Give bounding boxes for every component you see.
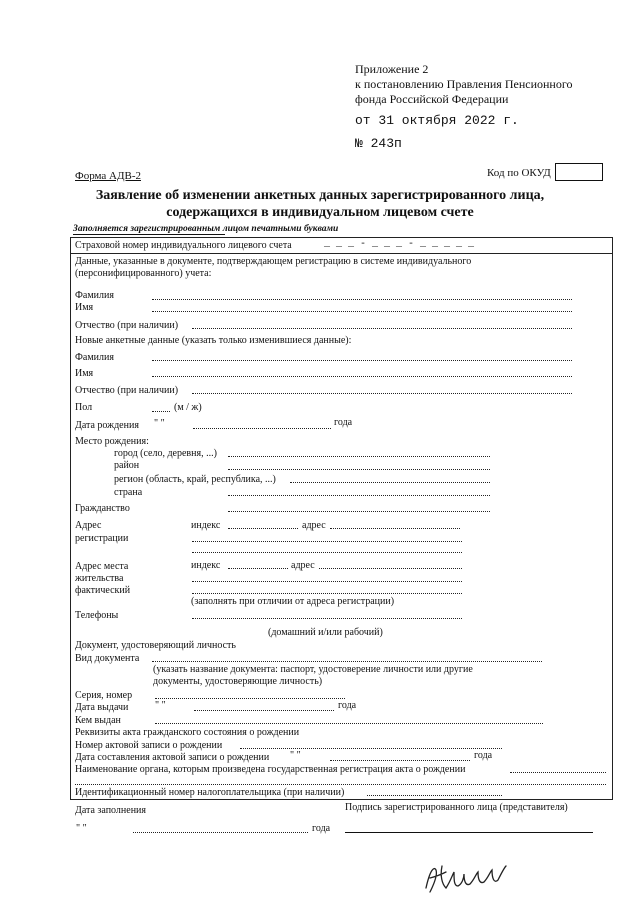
appendix-number: № 243п (355, 136, 402, 151)
actual-address-label-1: Адрес места (75, 561, 129, 572)
citizenship-label: Гражданство (75, 503, 130, 514)
doc-data-label-line2: (персонифицированного) учета: (75, 268, 212, 279)
act-org-label: Наименование органа, которым произведена государственная регистрация акта о рождении (75, 764, 466, 775)
new-surname-input[interactable] (152, 360, 572, 361)
country-label: страна (114, 487, 143, 498)
signature-line[interactable] (345, 832, 593, 833)
actual-address-hint: (заполнять при отличии от адреса регистрации) (191, 596, 395, 607)
series-label: Серия, номер (75, 690, 133, 701)
actual-address-line3[interactable] (192, 593, 462, 594)
inn-label: Идентификационный номер налогоплательщика (при наличии) (75, 787, 345, 798)
fill-date-label: Дата заполнения (75, 805, 146, 816)
patronymic-input[interactable] (192, 328, 572, 329)
sex-hint: (м / ж) (174, 402, 202, 413)
phones-input[interactable] (192, 618, 462, 619)
new-patronymic-input[interactable] (192, 393, 572, 394)
birth-month-year-input[interactable] (193, 428, 331, 429)
act-org-input-line2[interactable] (75, 784, 606, 785)
surname-input[interactable] (152, 299, 572, 300)
okud-label: Код по ОКУД (487, 167, 551, 179)
actual-address-line2[interactable] (192, 581, 462, 582)
snils-input[interactable]: _ _ _ - _ _ _ - _ _ _ _ _ (324, 239, 475, 250)
appendix-date: от 31 октября 2022 г. (355, 113, 519, 128)
inn-input[interactable] (367, 795, 502, 796)
reg-address-label-1: Адрес (75, 520, 102, 531)
patronymic-label: Отчество (при наличии) (75, 320, 179, 331)
fill-month-year-input[interactable] (133, 832, 308, 833)
issued-by-input[interactable] (155, 723, 543, 724)
note-underline (73, 234, 225, 235)
doc-data-label-line1: Данные, указанные в документе, подтверждающем регистрацию в системе индивидуального (75, 256, 472, 267)
act-day-quote[interactable]: " " (290, 750, 301, 761)
phones-hint: (домашний и/или рабочий) (268, 627, 383, 638)
reg-address-label-2: регистрации (75, 533, 129, 544)
city-input[interactable] (228, 456, 490, 457)
fill-day-quote[interactable]: " " (76, 823, 87, 834)
issue-day-quote[interactable]: " " (155, 700, 166, 711)
table-row-divider (70, 253, 612, 254)
reg-address-word: адрес (302, 520, 326, 531)
act-month-year-input[interactable] (330, 760, 470, 761)
actual-address-label-2: жительства (75, 573, 124, 584)
new-name-input[interactable] (152, 376, 572, 377)
new-patronymic-label: Отчество (при наличии) (75, 385, 179, 396)
new-surname-label: Фамилия (75, 352, 114, 363)
reg-address-line2[interactable] (192, 541, 462, 542)
city-label: город (село, деревня, ...) (114, 448, 217, 459)
region-label: регион (область, край, республика, ...) (114, 474, 276, 485)
birth-year-suffix: года (334, 417, 353, 428)
region-input[interactable] (290, 482, 490, 483)
table-bottom-border (70, 799, 612, 800)
table-right-border (612, 237, 613, 800)
reg-address-line3[interactable] (192, 552, 462, 553)
civil-act-heading: Реквизиты акта гражданского состояния о рождении (75, 727, 300, 738)
phones-label: Телефоны (75, 610, 119, 621)
form-code: Форма АДВ-2 (75, 170, 141, 182)
issue-year-suffix: года (338, 700, 357, 711)
birth-date-label: Дата рождения (75, 420, 139, 431)
reg-index-input[interactable] (228, 528, 298, 529)
act-org-input[interactable] (510, 772, 606, 773)
doc-type-input[interactable] (152, 661, 542, 662)
appendix-title: Приложение 2 (355, 62, 429, 76)
handwritten-signature (420, 858, 520, 898)
issued-by-label: Кем выдан (75, 715, 121, 726)
form-title-line2: содержащихся в индивидуальном лицевом счете (166, 205, 474, 220)
citizenship-input[interactable] (228, 511, 490, 512)
form-title-line1: Заявление об изменении анкетных данных зарегистрированного лица, (95, 188, 545, 203)
actual-index-input[interactable] (228, 568, 288, 569)
sex-input[interactable] (152, 411, 170, 412)
id-doc-heading: Документ, удостоверяющий личность (75, 640, 236, 651)
appendix-line3: фонда Российской Федерации (355, 92, 509, 106)
issue-date-label: Дата выдачи (75, 702, 129, 713)
country-input[interactable] (228, 495, 490, 496)
fill-year-suffix: года (312, 823, 331, 834)
series-input[interactable] (155, 698, 345, 699)
act-year-suffix: года (474, 750, 493, 761)
actual-address-input[interactable] (319, 568, 462, 569)
act-date-label: Дата составления актовой записи о рождении (75, 752, 270, 763)
new-name-label: Имя (75, 368, 94, 379)
district-label: район (114, 460, 140, 471)
appendix-line2: к постановлению Правления Пенсионного (355, 77, 573, 91)
snils-label: Страховой номер индивидуального лицевого счета (75, 240, 292, 251)
actual-address-label-3: фактический (75, 585, 131, 596)
reg-index-label: индекс (191, 520, 221, 531)
act-number-input[interactable] (240, 748, 502, 749)
act-number-label: Номер актовой записи о рождении (75, 740, 223, 751)
birth-day-quote[interactable]: " " (154, 418, 165, 429)
surname-label: Фамилия (75, 290, 114, 301)
okud-field[interactable] (555, 163, 603, 181)
actual-index-label: индекс (191, 560, 221, 571)
doc-type-label: Вид документа (75, 653, 140, 664)
sex-label: Пол (75, 402, 93, 413)
district-input[interactable] (228, 469, 490, 470)
issue-month-year-input[interactable] (194, 710, 334, 711)
actual-address-word: адрес (291, 560, 315, 571)
reg-address-input[interactable] (330, 528, 460, 529)
birth-place-label: Место рождения: (75, 436, 149, 447)
name-label: Имя (75, 302, 94, 313)
doc-type-hint-2: документы, удостоверяющие личность) (153, 676, 323, 687)
table-left-border (70, 237, 71, 800)
doc-type-hint-1: (указать название документа: паспорт, удостоверение личности или другие (153, 664, 473, 675)
signature-label: Подпись зарегистрированного лица (представителя) (345, 802, 568, 813)
table-top-border (70, 237, 612, 238)
new-data-heading: Новые анкетные данные (указать только изменившиеся данные): (75, 335, 352, 346)
name-input[interactable] (152, 311, 572, 312)
form-note: Заполняется зарегистрированным лицом печатными буквами (73, 224, 339, 234)
